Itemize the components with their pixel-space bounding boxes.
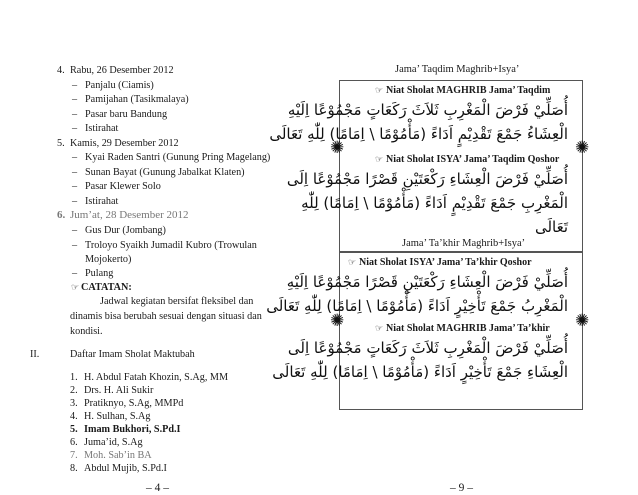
- flower-ornament-icon: ✺: [575, 138, 590, 158]
- catatan-label: CATATAN:: [81, 282, 132, 293]
- imam-number: 7.: [70, 450, 78, 461]
- flower-ornament-icon: ✺: [330, 311, 345, 331]
- pointing-hand-icon: ☞: [375, 155, 384, 165]
- list-item: Sunan Bayat (Gunung Jabalkat Klaten): [85, 167, 245, 178]
- bullet-dash: –: [72, 94, 78, 105]
- bullet-dash: –: [72, 268, 78, 279]
- list-item: Pasar baru Bandung: [85, 109, 168, 120]
- bullet-dash: –: [72, 152, 78, 163]
- day-number: 5.: [57, 138, 65, 149]
- arabic-niat-line: أُصَلِّيْ فَرْضَ الْعِشَاءِ رَكْعَتَيْنِ قَصْرًا مَجْمُوْعًا اِلَيْهِ: [286, 273, 568, 291]
- list-item: Panjalu (Ciamis): [85, 80, 154, 91]
- arabic-niat-line: أُصَلِّيْ فَرْضَ الْمَغْرِبِ ثَلاَثَ رَكَعَاتٍ مَجْمُوْعًا اِلَيْهِ: [287, 101, 568, 119]
- imam-name: Pratiknyo, S.Ag, MMPd: [84, 398, 184, 409]
- day-date: Rabu, 26 Desember 2012: [70, 65, 174, 76]
- bullet-dash: –: [72, 196, 78, 207]
- imam-number: 8.: [70, 463, 78, 474]
- arabic-niat-line: الْمَغْرِبِ جَمْعَ تَقْدِيْمٍ اَدَاءً (مَأْمُوْمًا \ اِمَامًا) لِلّٰهِ: [301, 194, 568, 212]
- flower-ornament-icon: ✺: [575, 311, 590, 331]
- arabic-niat-line: الْعِشَاءُ جَمْعَ تَقْدِيْمٍ اَدَاءً (مَأْمُوْمًا \ اِمَامًا) لِلّٰهِ تَعَالَى: [269, 125, 568, 143]
- niat-label: Niat Sholat MAGHRIB Jama’ Taqdim: [386, 85, 551, 96]
- catatan-text-line: Jadwal kegiatan bersifat fleksibel dan: [100, 296, 254, 307]
- day-number: 6.: [57, 209, 66, 221]
- arabic-niat-line: أُصَلِّيْ فَرْضَ الْمَغْرِبِ ثَلاَثَ رَكَعَاتٍ مَجْمُوْعًا اِلَى: [287, 339, 568, 357]
- takhir-heading: Jama’ Ta’khir Maghrib+Isya’: [402, 238, 526, 249]
- bullet-dash: –: [72, 167, 78, 178]
- arabic-niat-line: تَعَالَى: [534, 218, 568, 236]
- imam-name: Moh. Sab’in BA: [84, 450, 152, 461]
- imam-name: H. Sulhan, S.Ag: [84, 411, 151, 422]
- day-number: 4.: [57, 65, 65, 76]
- imam-name: Juma’id, S.Ag: [84, 437, 143, 448]
- list-item: Gus Dur (Jombang): [85, 225, 166, 236]
- niat-label: Niat Sholat MAGHRIB Jama’ Ta’khir: [386, 323, 550, 334]
- imam-name: Imam Bukhori, S.Pd.I: [84, 424, 181, 435]
- imam-number: 3.: [70, 398, 78, 409]
- bullet-dash: –: [72, 181, 78, 192]
- niat-label: Niat Sholat ISYA’ Jama’ Taqdim Qoshor: [386, 154, 560, 165]
- imam-number: 5.: [70, 424, 78, 435]
- imam-number: 1.: [70, 372, 78, 383]
- page-number: – 4 –: [146, 482, 169, 494]
- bullet-dash: –: [72, 109, 78, 120]
- section-number: II.: [30, 349, 40, 360]
- imam-name: H. Abdul Fatah Khozin, S.Ag, MM: [84, 372, 229, 383]
- bullet-dash: –: [72, 240, 78, 251]
- day-date: Kamis, 29 Desember 2012: [70, 138, 179, 149]
- day-date: Jum’at, 28 Desember 2012: [70, 209, 189, 221]
- taqdim-heading: Jama’ Taqdim Maghrib+Isya’: [395, 64, 520, 75]
- bullet-dash: –: [72, 123, 78, 134]
- imam-number: 2.: [70, 385, 78, 396]
- list-item-continuation: Mojokerto): [85, 254, 132, 265]
- left-page: [0, 0, 300, 495]
- list-item: Pamijahan (Tasikmalaya): [85, 94, 189, 105]
- pointing-hand-icon: ☞: [348, 258, 357, 268]
- arabic-niat-line: الْعِشَاءِ جَمْعَ تَأْخِيْرٍ اَدَاءً (مَأْمُوْمًا \ اِمَامًا) لِلّٰهِ تَعَالَى: [272, 363, 568, 381]
- pointing-hand-icon: ☞: [71, 283, 80, 293]
- niat-label: Niat Sholat ISYA’ Jama’ Ta’khir Qoshor: [359, 257, 532, 268]
- list-item: Troloyo Syaikh Jumadil Kubro (Trowulan: [85, 240, 257, 251]
- page-number: – 9 –: [450, 482, 473, 494]
- arabic-niat-line: الْمَغْرِبُ جَمْعَ تَأْخِيْرٍ اَدَاءً (مَأْمُوْمًا \ اِمَامًا) لِلّٰهِ تَعَالَى: [266, 297, 568, 315]
- flower-ornament-icon: ✺: [330, 138, 345, 158]
- imam-number: 4.: [70, 411, 78, 422]
- imam-name: Drs. H. Ali Sukir: [84, 385, 154, 396]
- imam-number: 6.: [70, 437, 78, 448]
- list-item: Istirahat: [85, 123, 119, 134]
- bullet-dash: –: [72, 80, 78, 91]
- catatan-text-line: kondisi.: [70, 326, 103, 337]
- list-item: Kyai Raden Santri (Gunung Pring Magelang): [85, 152, 271, 163]
- arabic-niat-line: أُصَلِّيْ فَرْضَ الْعِشَاءِ رَكْعَتَيْنِ قَصْرًا مَجْمُوْعًا اِلَى: [286, 170, 568, 188]
- pointing-hand-icon: ☞: [375, 86, 384, 96]
- bullet-dash: –: [72, 225, 78, 236]
- right-page: [266, 0, 638, 495]
- list-item: Pasar Klewer Solo: [85, 181, 161, 192]
- section-title: Daftar Imam Sholat Maktubah: [70, 349, 195, 360]
- imam-name: Abdul Mujib, S.Pd.I: [84, 463, 167, 474]
- pointing-hand-icon: ☞: [375, 324, 384, 334]
- list-item: Istirahat: [85, 196, 119, 207]
- catatan-text-line: dinamis bisa berubah sesuai dengan situasi dan: [70, 311, 262, 322]
- list-item: Pulang: [85, 268, 114, 279]
